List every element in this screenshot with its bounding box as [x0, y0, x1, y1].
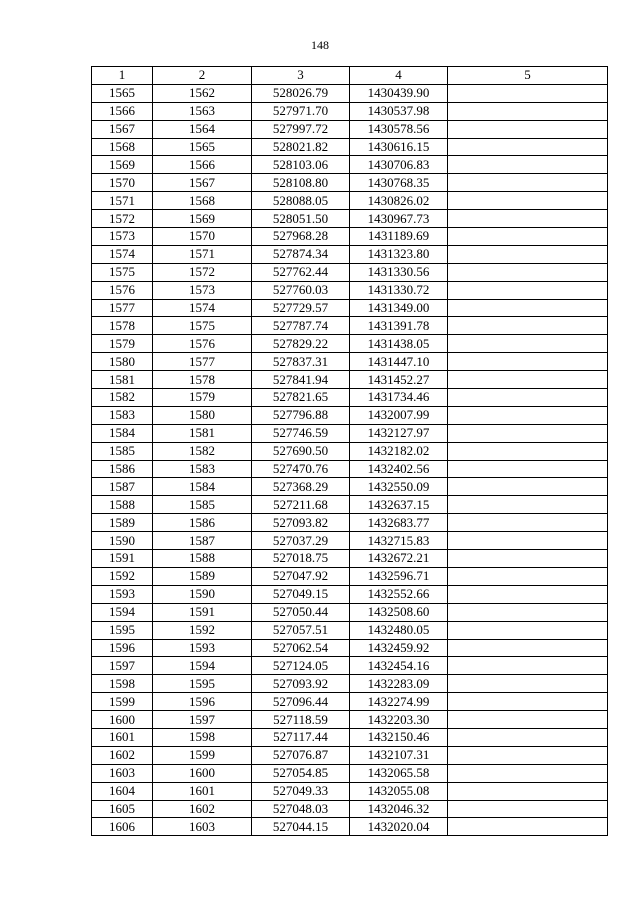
- table-cell-col5: [448, 192, 608, 210]
- table-row: [92, 299, 608, 317]
- table-cell-col3: 527690.50: [252, 442, 350, 460]
- table-cell-col5: [448, 371, 608, 389]
- table-cell-col1: 1606: [92, 818, 153, 836]
- table-header-row: [92, 67, 608, 85]
- table-cell-col4: 1432065.58: [350, 764, 448, 782]
- table-cell-col4: 1432596.71: [350, 567, 448, 585]
- table-cell-col1: 1600: [92, 711, 153, 729]
- table-cell-col2: 1596: [153, 693, 252, 711]
- table-cell-col3: 527368.29: [252, 478, 350, 496]
- table-row: [92, 567, 608, 585]
- table-cell-col4: 1432055.08: [350, 782, 448, 800]
- table-row: [92, 764, 608, 782]
- table-cell-col2: 1577: [153, 353, 252, 371]
- table-cell-col2: 1600: [153, 764, 252, 782]
- table-cell-col2: 1580: [153, 406, 252, 424]
- table-cell-col2: 1571: [153, 245, 252, 263]
- table-cell-col2: 1602: [153, 800, 252, 818]
- table-cell-col1: 1573: [92, 228, 153, 246]
- table-cell-col3: 527048.03: [252, 800, 350, 818]
- table-cell-col4: 1432402.56: [350, 460, 448, 478]
- table-cell-col3: 527829.22: [252, 335, 350, 353]
- table-cell-col3: 527968.28: [252, 228, 350, 246]
- table-cell-col2: 1584: [153, 478, 252, 496]
- table-cell-col5: [448, 496, 608, 514]
- table-row: [92, 621, 608, 639]
- table-cell-col3: 527729.57: [252, 299, 350, 317]
- table-cell-col5: [448, 245, 608, 263]
- table-cell-col4: 1431438.05: [350, 335, 448, 353]
- table-cell-col1: 1571: [92, 192, 153, 210]
- table-cell-col4: 1431323.80: [350, 245, 448, 263]
- table-cell-col3: 527118.59: [252, 711, 350, 729]
- table-cell-col4: 1430967.73: [350, 210, 448, 228]
- table-cell-col1: 1595: [92, 621, 153, 639]
- table-cell-col5: [448, 621, 608, 639]
- table-cell-col1: 1597: [92, 657, 153, 675]
- table-cell-col4: 1432637.15: [350, 496, 448, 514]
- table-cell-col5: [448, 818, 608, 836]
- table-row: [92, 585, 608, 603]
- table-cell-col4: 1431330.56: [350, 263, 448, 281]
- table-cell-col4: 1431349.00: [350, 299, 448, 317]
- table-cell-col3: 527050.44: [252, 603, 350, 621]
- table-cell-col4: 1432182.02: [350, 442, 448, 460]
- table-cell-col4: 1430616.15: [350, 138, 448, 156]
- table-cell-col2: 1597: [153, 711, 252, 729]
- table-cell-col2: 1583: [153, 460, 252, 478]
- table-cell-col5: [448, 585, 608, 603]
- table-cell-col2: 1567: [153, 174, 252, 192]
- table-row: [92, 371, 608, 389]
- table-cell-col4: 1432283.09: [350, 675, 448, 693]
- table-cell-col2: 1578: [153, 371, 252, 389]
- table-cell-col2: 1564: [153, 120, 252, 138]
- table-cell-col4: 1430578.56: [350, 120, 448, 138]
- table-cell-col1: 1605: [92, 800, 153, 818]
- table-cell-col1: 1592: [92, 567, 153, 585]
- table-cell-col2: 1565: [153, 138, 252, 156]
- table-row: [92, 442, 608, 460]
- table-cell-col5: [448, 800, 608, 818]
- table-cell-col1: 1570: [92, 174, 153, 192]
- table-cell-col3: 528108.80: [252, 174, 350, 192]
- table-cell-col5: [448, 764, 608, 782]
- table-row: [92, 317, 608, 335]
- table-cell-col5: [448, 728, 608, 746]
- table-cell-col5: [448, 460, 608, 478]
- table-cell-col3: 527049.33: [252, 782, 350, 800]
- table-cell-col5: [448, 120, 608, 138]
- table-cell-col5: [448, 532, 608, 550]
- table-cell-col3: 527062.54: [252, 639, 350, 657]
- table-cell-col4: 1431452.27: [350, 371, 448, 389]
- table-cell-col2: 1579: [153, 389, 252, 407]
- table-cell-col5: [448, 782, 608, 800]
- table-cell-col3: 527057.51: [252, 621, 350, 639]
- column-header-1: 1: [92, 67, 153, 85]
- table-cell-col4: 1432454.16: [350, 657, 448, 675]
- table-cell-col1: 1579: [92, 335, 153, 353]
- table-cell-col3: 527796.88: [252, 406, 350, 424]
- table-cell-col5: [448, 335, 608, 353]
- table-cell-col2: 1569: [153, 210, 252, 228]
- table-cell-col3: 527054.85: [252, 764, 350, 782]
- table-cell-col3: 527018.75: [252, 550, 350, 568]
- table-cell-col5: [448, 281, 608, 299]
- table-cell-col3: 527044.15: [252, 818, 350, 836]
- table-cell-col1: 1603: [92, 764, 153, 782]
- table-cell-col5: [448, 693, 608, 711]
- table-cell-col3: 527837.31: [252, 353, 350, 371]
- table-row: [92, 657, 608, 675]
- table-cell-col4: 1430537.98: [350, 102, 448, 120]
- table-cell-col3: 528103.06: [252, 156, 350, 174]
- table-cell-col4: 1432150.46: [350, 728, 448, 746]
- table-row: [92, 746, 608, 764]
- table-cell-col3: 527076.87: [252, 746, 350, 764]
- table-cell-col5: [448, 228, 608, 246]
- table-cell-col1: 1599: [92, 693, 153, 711]
- table-row: [92, 156, 608, 174]
- table-cell-col5: [448, 514, 608, 532]
- table-cell-col1: 1575: [92, 263, 153, 281]
- table-cell-col4: 1431734.46: [350, 389, 448, 407]
- table-row: [92, 120, 608, 138]
- table-cell-col5: [448, 102, 608, 120]
- table-cell-col2: 1595: [153, 675, 252, 693]
- table-cell-col1: 1566: [92, 102, 153, 120]
- table-cell-col2: 1598: [153, 728, 252, 746]
- table-row: [92, 102, 608, 120]
- table-cell-col5: [448, 711, 608, 729]
- table-cell-col3: 528051.50: [252, 210, 350, 228]
- table-row: [92, 782, 608, 800]
- table-cell-col2: 1573: [153, 281, 252, 299]
- table-cell-col2: 1566: [153, 156, 252, 174]
- table-cell-col5: [448, 299, 608, 317]
- table-cell-col1: 1591: [92, 550, 153, 568]
- table-cell-col3: 527047.92: [252, 567, 350, 585]
- table-cell-col3: 527124.05: [252, 657, 350, 675]
- table-cell-col3: 527211.68: [252, 496, 350, 514]
- table-cell-col3: 527117.44: [252, 728, 350, 746]
- table-cell-col1: 1569: [92, 156, 153, 174]
- table-cell-col5: [448, 353, 608, 371]
- table-row: [92, 281, 608, 299]
- table-cell-col3: 527746.59: [252, 424, 350, 442]
- table-row: [92, 675, 608, 693]
- table-cell-col5: [448, 210, 608, 228]
- table-cell-col5: [448, 389, 608, 407]
- table-row: [92, 335, 608, 353]
- table-cell-col4: 1432020.04: [350, 818, 448, 836]
- table-cell-col1: 1580: [92, 353, 153, 371]
- table-cell-col1: 1581: [92, 371, 153, 389]
- table-row: [92, 424, 608, 442]
- table-cell-col1: 1588: [92, 496, 153, 514]
- table-cell-col4: 1430439.90: [350, 84, 448, 102]
- column-header-5: 5: [448, 67, 608, 85]
- table-cell-col5: [448, 442, 608, 460]
- table-row: [92, 478, 608, 496]
- table-cell-col1: 1567: [92, 120, 153, 138]
- table-cell-col5: [448, 317, 608, 335]
- table-cell-col2: 1570: [153, 228, 252, 246]
- coordinates-table: [91, 66, 608, 836]
- table-cell-col1: 1584: [92, 424, 153, 442]
- table-cell-col4: 1432127.97: [350, 424, 448, 442]
- table-cell-col2: 1586: [153, 514, 252, 532]
- page-number: 148: [311, 38, 329, 52]
- table-cell-col2: 1603: [153, 818, 252, 836]
- table-row: [92, 550, 608, 568]
- table-cell-col2: 1591: [153, 603, 252, 621]
- table-cell-col3: 527821.65: [252, 389, 350, 407]
- table-cell-col4: 1430768.35: [350, 174, 448, 192]
- table-cell-col1: 1578: [92, 317, 153, 335]
- table-row: [92, 406, 608, 424]
- table-cell-col5: [448, 138, 608, 156]
- table-cell-col1: 1577: [92, 299, 153, 317]
- column-header-4: 4: [350, 67, 448, 85]
- table-cell-col5: [448, 550, 608, 568]
- table-cell-col4: 1432550.09: [350, 478, 448, 496]
- table-row: [92, 603, 608, 621]
- table-cell-col2: 1592: [153, 621, 252, 639]
- table-row: [92, 728, 608, 746]
- table-cell-col4: 1430706.83: [350, 156, 448, 174]
- table-cell-col2: 1568: [153, 192, 252, 210]
- table-cell-col1: 1602: [92, 746, 153, 764]
- table-cell-col2: 1589: [153, 567, 252, 585]
- table-row: [92, 353, 608, 371]
- table-cell-col2: 1582: [153, 442, 252, 460]
- table-row: [92, 389, 608, 407]
- table-cell-col4: 1432672.21: [350, 550, 448, 568]
- table-cell-col1: 1585: [92, 442, 153, 460]
- table-row: [92, 84, 608, 102]
- table-cell-col5: [448, 657, 608, 675]
- table-cell-col5: [448, 746, 608, 764]
- table-cell-col3: 527874.34: [252, 245, 350, 263]
- table-cell-col2: 1601: [153, 782, 252, 800]
- table-row: [92, 693, 608, 711]
- table-row: [92, 138, 608, 156]
- table-row: [92, 514, 608, 532]
- table-cell-col2: 1576: [153, 335, 252, 353]
- table-cell-col5: [448, 639, 608, 657]
- table-cell-col4: 1432683.77: [350, 514, 448, 532]
- table-cell-col1: 1594: [92, 603, 153, 621]
- table-cell-col3: 527760.03: [252, 281, 350, 299]
- table-cell-col1: 1586: [92, 460, 153, 478]
- table-cell-col5: [448, 675, 608, 693]
- table-row: [92, 639, 608, 657]
- table-cell-col3: 527093.82: [252, 514, 350, 532]
- table-cell-col5: [448, 478, 608, 496]
- table-cell-col1: 1598: [92, 675, 153, 693]
- table-row: [92, 174, 608, 192]
- table-cell-col4: 1432203.30: [350, 711, 448, 729]
- table-row: [92, 532, 608, 550]
- table-row: [92, 192, 608, 210]
- table-row: [92, 245, 608, 263]
- table-cell-col4: 1430826.02: [350, 192, 448, 210]
- table-cell-col5: [448, 84, 608, 102]
- table-row: [92, 228, 608, 246]
- table-cell-col1: 1589: [92, 514, 153, 532]
- table-cell-col1: 1576: [92, 281, 153, 299]
- table-cell-col4: 1432459.92: [350, 639, 448, 657]
- column-header-3: 3: [252, 67, 350, 85]
- table-cell-col3: 527762.44: [252, 263, 350, 281]
- table-cell-col3: 527093.92: [252, 675, 350, 693]
- table-cell-col1: 1565: [92, 84, 153, 102]
- table-cell-col2: 1562: [153, 84, 252, 102]
- table-cell-col4: 1432107.31: [350, 746, 448, 764]
- table-cell-col4: 1431330.72: [350, 281, 448, 299]
- table-cell-col5: [448, 424, 608, 442]
- table-cell-col4: 1432715.83: [350, 532, 448, 550]
- table-cell-col5: [448, 156, 608, 174]
- table-cell-col2: 1563: [153, 102, 252, 120]
- table-row: [92, 263, 608, 281]
- table-cell-col4: 1431391.78: [350, 317, 448, 335]
- table-cell-col4: 1431189.69: [350, 228, 448, 246]
- table-cell-col4: 1432552.66: [350, 585, 448, 603]
- table-cell-col4: 1432508.60: [350, 603, 448, 621]
- table-cell-col1: 1582: [92, 389, 153, 407]
- table-cell-col5: [448, 406, 608, 424]
- table-cell-col4: 1432274.99: [350, 693, 448, 711]
- table-cell-col2: 1590: [153, 585, 252, 603]
- table-row: [92, 496, 608, 514]
- table-cell-col2: 1585: [153, 496, 252, 514]
- table-cell-col3: 527037.29: [252, 532, 350, 550]
- table-cell-col3: 528021.82: [252, 138, 350, 156]
- table-cell-col3: 527997.72: [252, 120, 350, 138]
- table-cell-col1: 1593: [92, 585, 153, 603]
- table-cell-col4: 1432046.32: [350, 800, 448, 818]
- column-header-2: 2: [153, 67, 252, 85]
- table-cell-col3: 528026.79: [252, 84, 350, 102]
- table-cell-col2: 1575: [153, 317, 252, 335]
- table-cell-col4: 1432480.05: [350, 621, 448, 639]
- table-cell-col3: 527841.94: [252, 371, 350, 389]
- table-row: [92, 711, 608, 729]
- table-cell-col4: 1432007.99: [350, 406, 448, 424]
- table-cell-col2: 1599: [153, 746, 252, 764]
- table-cell-col5: [448, 263, 608, 281]
- table-cell-col5: [448, 567, 608, 585]
- table-cell-col1: 1574: [92, 245, 153, 263]
- table-cell-col2: 1588: [153, 550, 252, 568]
- table-row: [92, 460, 608, 478]
- table-row: [92, 800, 608, 818]
- table-cell-col2: 1581: [153, 424, 252, 442]
- table-cell-col3: 527049.15: [252, 585, 350, 603]
- table-cell-col5: [448, 174, 608, 192]
- table-cell-col1: 1596: [92, 639, 153, 657]
- table-cell-col2: 1594: [153, 657, 252, 675]
- table-cell-col3: 527470.76: [252, 460, 350, 478]
- table-row: [92, 210, 608, 228]
- table-cell-col1: 1601: [92, 728, 153, 746]
- table-cell-col2: 1572: [153, 263, 252, 281]
- table-cell-col2: 1574: [153, 299, 252, 317]
- table-cell-col3: 527787.74: [252, 317, 350, 335]
- table-cell-col1: 1568: [92, 138, 153, 156]
- table-cell-col2: 1593: [153, 639, 252, 657]
- table-cell-col1: 1604: [92, 782, 153, 800]
- table-cell-col5: [448, 603, 608, 621]
- table-cell-col1: 1583: [92, 406, 153, 424]
- table-row: [92, 818, 608, 836]
- table-cell-col1: 1590: [92, 532, 153, 550]
- table-cell-col2: 1587: [153, 532, 252, 550]
- table-cell-col3: 528088.05: [252, 192, 350, 210]
- table-cell-col3: 527096.44: [252, 693, 350, 711]
- table-cell-col1: 1587: [92, 478, 153, 496]
- table-cell-col3: 527971.70: [252, 102, 350, 120]
- table-cell-col4: 1431447.10: [350, 353, 448, 371]
- table-cell-col1: 1572: [92, 210, 153, 228]
